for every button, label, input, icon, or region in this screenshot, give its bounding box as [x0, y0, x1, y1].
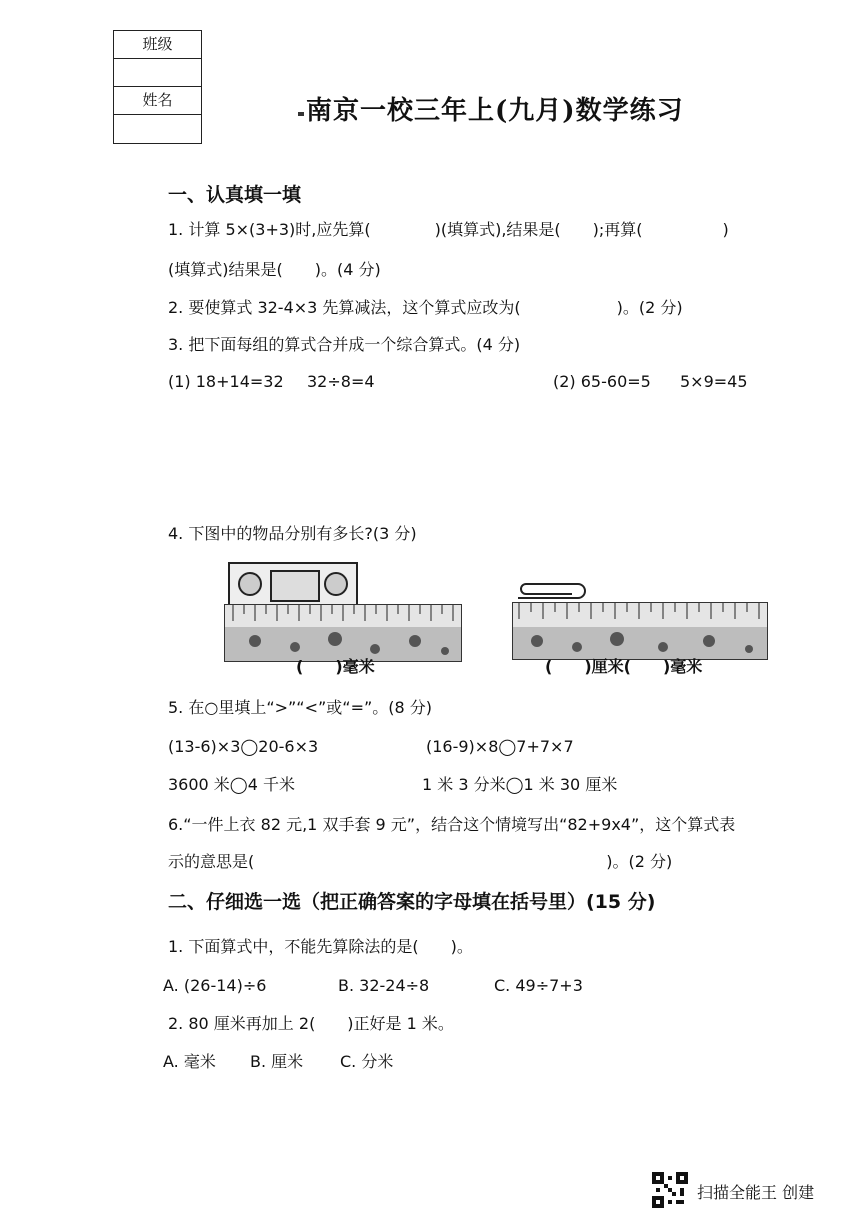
q5: 5. 在○里填上“>”“<”或“=”。(8 分)	[168, 698, 433, 717]
s2-q2-option-a: A. 毫米	[163, 1052, 216, 1071]
s2-q1-option-b: B. 32-24÷8	[338, 976, 430, 995]
q3-group2-b: 5×9=45	[680, 372, 748, 391]
q6-line2: 示的意思是( )。(2 分)	[168, 852, 673, 871]
page-title: 南京一校三年上(九月)数学练习	[306, 96, 684, 126]
q5-d: 1 米 3 分米◯1 米 30 厘米	[422, 775, 618, 794]
q3: 3. 把下面每组的算式合并成一个综合算式。(4 分)	[168, 335, 521, 354]
ruler-2-ticks	[513, 603, 767, 659]
q3-group1-b: 32÷8=4	[307, 372, 375, 391]
q4-answer-2: ( )厘米( )毫米	[545, 657, 703, 676]
class-row	[114, 31, 201, 59]
s2-q2-option-b: B. 厘米	[250, 1052, 304, 1071]
ruler-1	[224, 604, 462, 662]
q3-group1-a: (1) 18+14=32	[168, 372, 284, 391]
title-mark	[298, 112, 304, 116]
qr-code-icon	[652, 1172, 688, 1208]
ruler-1-ticks	[225, 605, 461, 661]
name-row	[114, 87, 201, 115]
q1-line2: (填算式)结果是( )。(4 分)	[168, 260, 381, 279]
minus-terminal-icon	[238, 572, 262, 596]
plus-terminal-icon	[324, 572, 348, 596]
q1-line1: 1. 计算 5×(3+3)时,应先算( )(填算式),结果是( );再算( )	[168, 220, 729, 239]
s2-q2-option-c: C. 分米	[340, 1052, 394, 1071]
name-label: 姓名	[142, 91, 173, 109]
s2-q1-option-a: A. (26-14)÷6	[163, 976, 267, 995]
q5-a: (13-6)×3◯20-6×3	[168, 737, 319, 756]
q2: 2. 要使算式 32-4×3 先算减法，这个算式应改为( )。(2 分)	[168, 298, 683, 317]
class-label: 班级	[142, 35, 173, 53]
q4-object-1	[228, 562, 358, 610]
q6-line1: 6.“一件上衣 82 元,1 双手套 9 元”，结合这个情境写出“82+9x4”，这个算式表	[168, 815, 736, 834]
q3-group2-a: (2) 65-60=5	[553, 372, 651, 391]
s2-q2: 2. 80 厘米再加上 2( )正好是 1 米。	[168, 1014, 454, 1033]
s2-q1-option-c: C. 49÷7+3	[494, 976, 583, 995]
name-blank	[114, 115, 201, 142]
section1-heading: 一、认真填一填	[168, 184, 302, 206]
q5-c: 3600 米◯4 千米	[168, 775, 295, 794]
class-name-box	[113, 30, 202, 144]
ruler-2	[512, 602, 768, 660]
q4: 4. 下图中的物品分别有多长?(3 分)	[168, 524, 417, 543]
class-blank	[114, 59, 201, 87]
section2-heading: 二、仔细选一选（把正确答案的字母填在括号里）(15 分)	[168, 891, 656, 913]
q4-answer-1: ( )毫米	[296, 657, 375, 676]
s2-q1: 1. 下面算式中，不能先算除法的是( )。	[168, 937, 473, 956]
q5-b: (16-9)×8◯7+7×7	[426, 737, 574, 756]
scanner-credit: 扫描全能王 创建	[697, 1183, 815, 1202]
